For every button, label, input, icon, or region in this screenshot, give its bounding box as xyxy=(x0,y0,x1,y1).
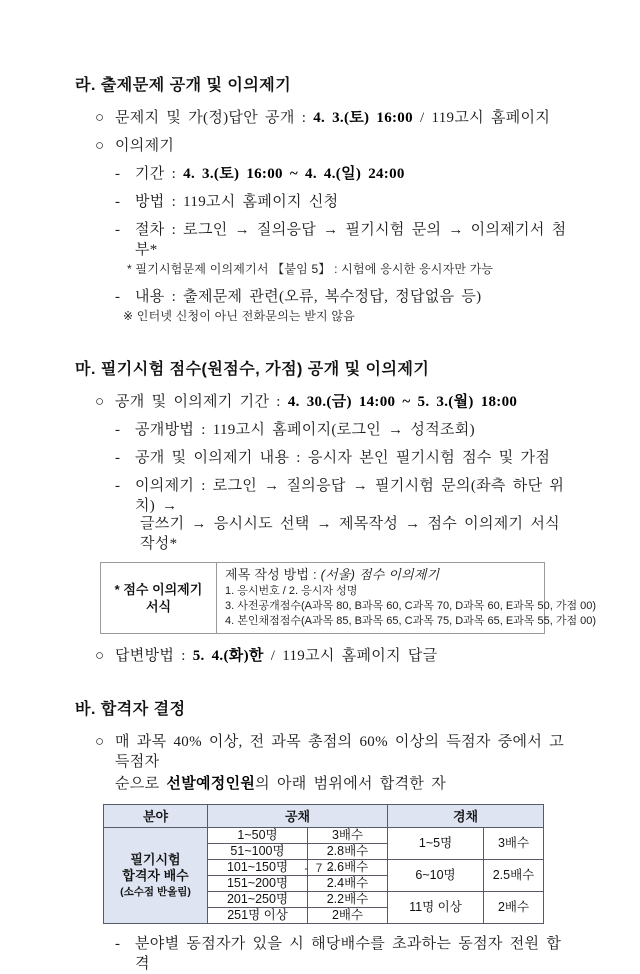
line-score-objection-cont xyxy=(140,514,570,554)
line-objection-procedure xyxy=(115,220,570,260)
line-text: 공개방법 : 119고시 홈페이지(로그인 → 성적조회) xyxy=(135,422,475,438)
form-label-cell xyxy=(101,563,217,634)
note-attachment-form: * 필기시험문제 이의제기서 【붙임 5】 : 시험에 응시한 응시자만 가능 xyxy=(127,262,494,276)
open-range: 51~100명 xyxy=(208,844,308,860)
line-objection-method xyxy=(115,192,570,212)
section-ba-title: 바. 합격자 결정 xyxy=(75,701,186,718)
line-text: 글쓰기 → 응시시도 선택 → 제목작성 → 점수 이의제기 서식 작성* xyxy=(140,516,560,552)
line-text: 문제지 및 가(정)답안 공개 : 4. 3.(토) 16:00 / 119고시 홈페이지 xyxy=(115,110,551,126)
open-mult: 2.8배수 xyxy=(308,844,388,860)
table-row xyxy=(101,563,545,634)
open-mult: 2.2배수 xyxy=(308,892,388,908)
note-no-phone: ※ 인터넷 신청이 아닌 전화문의는 받지 않음 xyxy=(123,309,355,323)
line-text: 매 과목 40% 이상, 전 과목 총점의 60% 이상의 득점자 중에서 고득점자 xyxy=(115,734,564,770)
dash-bullet: - xyxy=(115,422,121,438)
circle-bullet: ○ xyxy=(95,734,105,750)
career-mult: 2.5배수 xyxy=(484,860,544,892)
open-mult: 3배수 xyxy=(308,828,388,844)
dash-bullet: - xyxy=(115,478,121,494)
table-row xyxy=(104,828,544,844)
form-item-2: 3. 사전공개점수(A과목 80, B과목 60, C과목 70, D과목 60, E과목 50, 가점 00) xyxy=(225,600,597,612)
line-objection-header xyxy=(95,136,570,156)
circle-bullet: ○ xyxy=(95,394,105,410)
form-content-cell xyxy=(217,563,597,634)
line-objection-period xyxy=(115,164,570,184)
header-career-recruitment: 경채 xyxy=(388,805,544,828)
line-text: 공개 및 이의제기 내용 : 응시자 본인 필기시험 점수 및 가점 xyxy=(135,450,551,466)
form-label-line2: 서식 xyxy=(145,599,172,614)
form-item-3: 4. 본인채점점수(A과목 85, B과목 65, C과목 75, D과목 65, E과목 55, 가점 00) xyxy=(225,615,597,627)
line-text: 답변방법 : 5. 4.(화)한 / 119고시 홈페이지 답글 xyxy=(115,648,438,664)
line-tie-note xyxy=(115,934,570,974)
line-score-period xyxy=(95,392,570,412)
open-mult: 2.4배수 xyxy=(308,876,388,892)
line-score-objection xyxy=(115,476,570,516)
open-range: 1~50명 xyxy=(208,828,308,844)
line-pass-criteria-cont xyxy=(95,774,570,794)
line-score-content xyxy=(115,448,570,468)
circle-bullet: ○ xyxy=(95,110,105,126)
line-objection-content xyxy=(115,287,570,307)
line-score-method xyxy=(115,420,570,440)
line-text: 기간 : 4. 3.(토) 16:00 ~ 4. 4.(일) 24:00 xyxy=(135,166,405,182)
line-text: 이의제기 xyxy=(115,138,175,154)
circle-bullet: ○ xyxy=(95,138,105,154)
line-answer-method xyxy=(95,646,570,666)
header-category: 분야 xyxy=(104,805,208,828)
dash-bullet: - xyxy=(115,450,121,466)
line-pass-criteria xyxy=(95,732,570,772)
open-range: 251명 이상 xyxy=(208,908,308,924)
career-range: 11명 이상 xyxy=(388,892,484,924)
open-mult: 2배수 xyxy=(308,908,388,924)
table-header-row xyxy=(104,805,544,828)
circle-bullet: ○ xyxy=(95,648,105,664)
line-text: 내용 : 출제문제 관련(오류, 복수정답, 정답없음 등) xyxy=(135,289,482,305)
header-open-recruitment: 공채 xyxy=(208,805,388,828)
open-mult: 2.6배수 xyxy=(308,860,388,876)
line-text: 절차 : 로그인 → 질의응답 → 필기시험 문의 → 이의제기서 첨부* xyxy=(135,222,567,258)
line-answer-release xyxy=(95,108,570,128)
line-text: 분야별 동점자가 있을 시 해당배수를 초과하는 동점자 전원 합격 xyxy=(135,936,562,972)
open-range: 101~150명 xyxy=(208,860,308,876)
dash-bullet: - xyxy=(115,222,121,238)
open-range: 151~200명 xyxy=(208,876,308,892)
page-number: - 7 - xyxy=(304,861,336,875)
row-label-cell: 필기시험 합격자 배수 (소수점 반올림) xyxy=(104,828,208,924)
dash-bullet: - xyxy=(115,289,121,305)
line-text: 이의제기 : 로그인 → 질의응답 → 필기시험 문의(좌측 하단 위치) → xyxy=(135,478,565,514)
career-range: 6~10명 xyxy=(388,860,484,892)
form-item-1: 1. 응시번호 / 2. 응시자 성명 xyxy=(225,585,358,597)
line-text: 방법 : 119고시 홈페이지 신청 xyxy=(135,194,339,210)
career-range: 1~5명 xyxy=(388,828,484,860)
open-range: 201~250명 xyxy=(208,892,308,908)
form-title-line: 제목 작성 방법 : (서울) 점수 이의제기 xyxy=(225,567,440,582)
dash-bullet: - xyxy=(115,936,121,952)
career-mult: 2배수 xyxy=(484,892,544,924)
section-ma-title: 마. 필기시험 점수(원점수, 가점) 공개 및 이의제기 xyxy=(75,361,430,378)
dash-bullet: - xyxy=(115,166,121,182)
line-text: 공개 및 이의제기 기간 : 4. 30.(금) 14:00 ~ 5. 3.(월) 18:00 xyxy=(115,394,518,410)
score-objection-form-table xyxy=(100,562,597,634)
form-label-line1: * 점수 이의제기 xyxy=(114,582,203,597)
line-text: 순으로 선발예정인원의 아래 범위에서 합격한 자 xyxy=(115,776,447,792)
section-ra-title: 라. 출제문제 공개 및 이의제기 xyxy=(75,77,292,94)
career-mult: 3배수 xyxy=(484,828,544,860)
dash-bullet: - xyxy=(115,194,121,210)
